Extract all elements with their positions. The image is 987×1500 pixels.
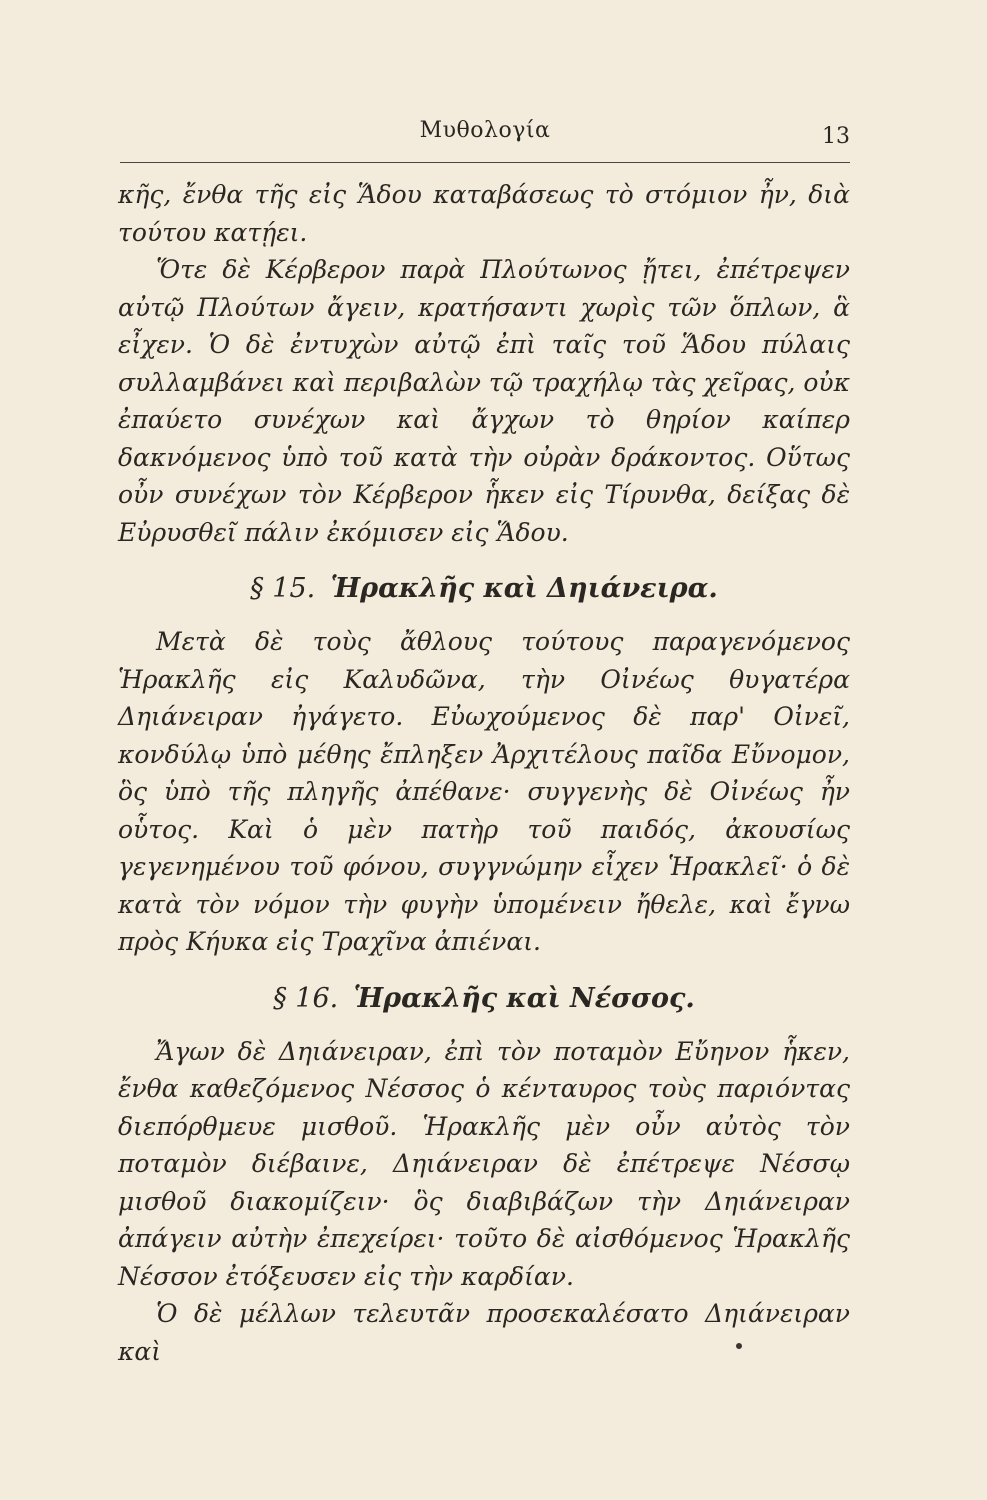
section-number-15: § 15. [250, 573, 316, 604]
ink-spot [736, 1343, 742, 1349]
paragraph-continuation: κῆς, ἔνθα τῆς εἰς Ἅδου καταβάσεως τὸ στόμιον ἦν, διὰ τούτου κατῄει. [118, 180, 850, 247]
section-heading-16 [118, 979, 850, 1019]
page-header [120, 110, 850, 163]
section-heading-15 [118, 569, 850, 609]
section-title-16: Ἡρακλῆς καὶ Νέσσος. [353, 982, 695, 1014]
paragraph-deianeira: Μετὰ δὲ τοὺς ἄθλους τούτους παραγενόμενος Ἡρακλῆς εἰς Καλυδῶνα, τὴν Οἰνέως θυγατέρα Δηιάνειραν ἠγάγετο. Εὐωχούμενος δὲ παρ' Οἰνεῖ, κονδύλῳ ὑπὸ μέθης ἔπληξεν Ἀρχιτέλους παῖδα Εὔνομον, ὃς ὑπὸ τῆς πληγῆς ἀπέθανε· συγγενὴς δὲ Οἰνέως ἦν οὗτος. Καὶ ὁ μὲν πατὴρ τοῦ παιδός, ἀκουσίως γεγενημένου τοῦ φόνου, συγγνώμην εἶχεν Ἡρακλεῖ· ὁ δὲ κατὰ τὸν νόμον τὴν φυγὴν ὑπομένειν ἤθελε, καὶ ἔγνω πρὸς Κήυκα εἰς Τραχῖνα ἀπιέναι. [118, 627, 850, 956]
paragraph-final: Ὁ δὲ μέλλων τελευτᾶν προσεκαλέσατο Δηιάνειραν καὶ [118, 1299, 850, 1366]
body-text [118, 176, 850, 1370]
paragraph-kerberos: Ὅτε δὲ Κέρβερον παρὰ Πλούτωνος ᾔτει, ἐπέτρεψεν αὐτῷ Πλούτων ἄγειν, κρατήσαντι χωρὶς τῶν ὅπλων, ἃ εἶχεν. Ὁ δὲ ἐντυχὼν αὐτῷ ἐπὶ ταῖς τοῦ Ἅδου πύλαις συλλαμβάνει καὶ περιβαλὼν τῷ τραχήλῳ τὰς χεῖρας, οὐκ ἐπαύετο συνέχων καὶ ἄγχων τὸ θηρίον καίπερ δακνόμενος ὑπὸ τοῦ κατὰ τὴν οὐρὰν δράκοντος. Οὕτως οὖν συνέχων τὸν Κέρβερον ἧκεν εἰς Τίρυνθα, δείξας δὲ Εὐρυσθεῖ πάλιν ἐκόμισεν εἰς Ἅδου. [118, 255, 850, 547]
paragraph-nessos: Ἄγων δὲ Δηιάνειραν, ἐπὶ τὸν ποταμὸν Εὔηνον ἧκεν, ἔνθα καθεζόμενος Νέσσος ὁ κένταυρος τοὺς παριόντας διεπόρθμευε μισθοῦ. Ἡρακλῆς μὲν οὖν αὐτὸς τὸν ποταμὸν διέβαινε, Δηιάνειραν δὲ ἐπέτρεψε Νέσσῳ μισθοῦ διακομίζειν· ὃς διαβιβάζων τὴν Δηιάνειραν ἀπάγειν αὐτὴν ἐπεχείρει· τοῦτο δὲ αἰσθόμενος Ἡρακλῆς Νέσσον ἐτόξευσεν εἰς τὴν καρδίαν. [118, 1036, 850, 1291]
section-title-15: Ἡρακλῆς καὶ Δηιάνειρα. [330, 573, 718, 604]
page-number: 13 [822, 124, 850, 149]
running-title: Μυθολογία [419, 118, 551, 143]
section-number-16: § 16. [273, 982, 339, 1014]
